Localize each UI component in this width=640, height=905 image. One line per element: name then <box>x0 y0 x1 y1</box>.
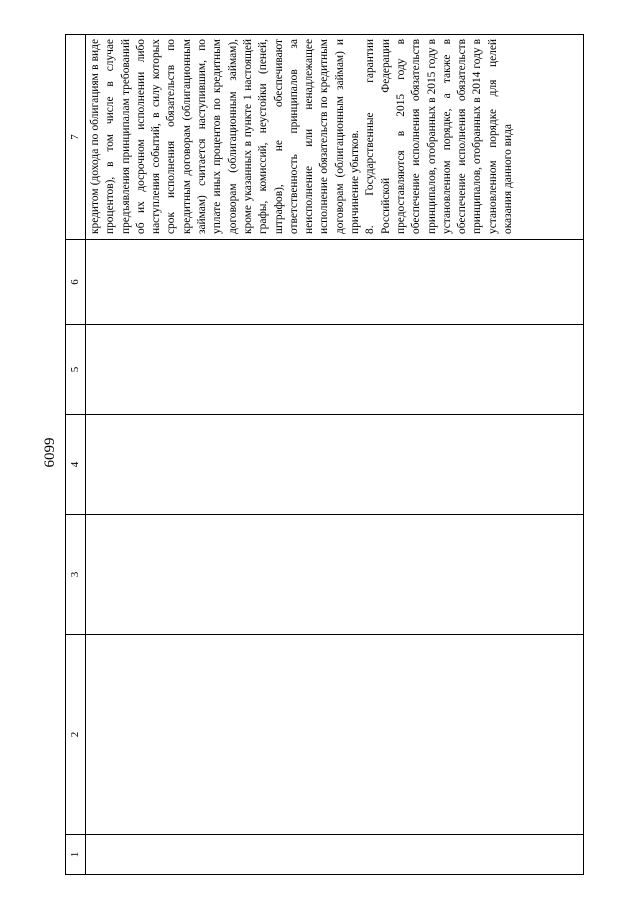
conditions-paragraph: 8. Государственные гарантии Российской Федерации предоставляются в 2015 году в обеспечение исполнения обязательств принципалов, отобранных в 2015 году в установленном порядке, а также в обеспечение исполнения обязательств принципалов, отобранных в 2014 году в установленном порядке для целей оказания данного вида <box>364 39 515 234</box>
cell-col-3 <box>86 515 584 635</box>
table-row <box>86 35 584 875</box>
cell-col-2 <box>86 635 584 835</box>
column-header-7: 7 <box>66 35 86 240</box>
cell-col-5 <box>86 325 584 415</box>
conditions-paragraph: кредитом (дохода по облигациям в виде процентов), в том числе в случае предъявления принципалам требований об их досрочном исполнении либо наступления событий, в силу которых срок исполнения обязательств по кредитным договорам (облигационным займам) считается наступившим, по уплате иных процентов по кредитным договорам (облигационным займам), кроме указанных в пункте 1 настоящей графы, комиссий, неустойки (пеней, штрафов), не обеспечивают ответственность принципалов за неисполнение или ненадлежащее исполнение обязательств по кредитным договорам (облигационным займам) и причинение убытков. <box>89 39 362 234</box>
cell-col-1 <box>86 835 584 875</box>
column-header-4: 4 <box>66 415 86 515</box>
cell-col-6 <box>86 240 584 325</box>
cell-col-7 <box>86 35 584 240</box>
column-header-6: 6 <box>66 240 86 325</box>
column-header-3: 3 <box>66 515 86 635</box>
guarantee-table <box>65 34 584 875</box>
page-number: 6099 <box>42 437 58 468</box>
column-header-2: 2 <box>66 635 86 835</box>
column-header-1: 1 <box>66 835 86 875</box>
column-number-row <box>66 35 86 875</box>
column-header-5: 5 <box>66 325 86 415</box>
cell-col-4 <box>86 415 584 515</box>
